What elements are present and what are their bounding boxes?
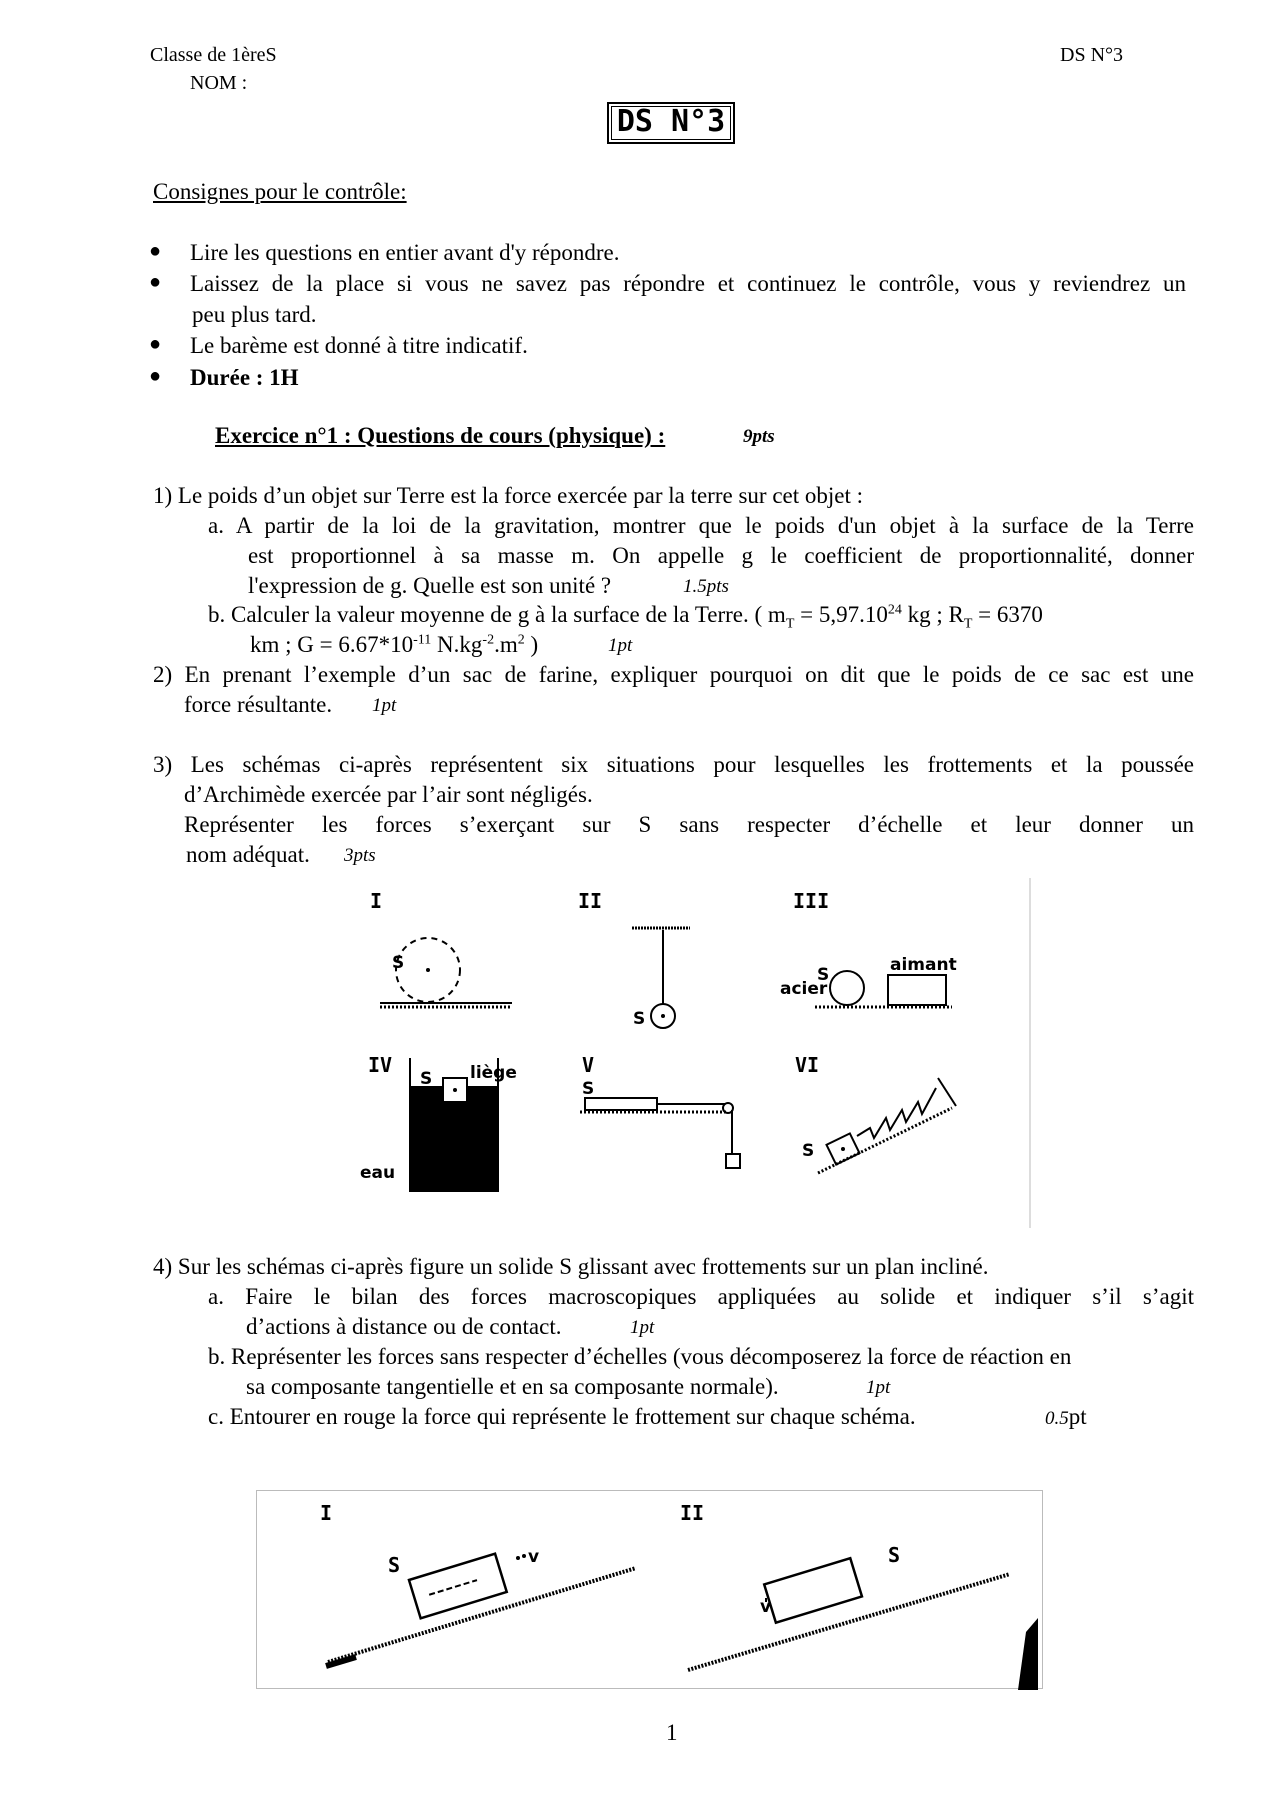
bullet-icon: ●	[149, 271, 162, 293]
q4a-points: 1pt	[630, 1317, 655, 1338]
instruction-item: Lire les questions en entier avant d'y répondre.	[190, 240, 620, 265]
title-text: DS N°3	[616, 104, 726, 139]
fig1-label-1: I	[370, 889, 383, 913]
q1-intro: 1) Le poids d’un objet sur Terre est la force exercée par la terre sur cet objet :	[153, 483, 864, 508]
q4a-line2: d’actions à distance ou de contact.	[246, 1314, 562, 1339]
name-label: NOM :	[190, 72, 248, 94]
q2-line2: force résultante.	[184, 692, 333, 717]
svg-text:S: S	[388, 1553, 401, 1577]
instruction-item-cont: peu plus tard.	[192, 302, 317, 327]
q4-line1: 4) Sur les schémas ci-après figure un solide S glissant avec frottements sur un plan incliné.	[153, 1254, 989, 1279]
q1b-line1: b. Calculer la valeur moyenne de g à la surface de la Terre. ( $m_T = 5,97.10^{24}$ kg ; $R_T = 6370$	[208, 602, 1043, 632]
fig1-label-3: III	[793, 889, 830, 913]
q3-line3: Représenter les forces s’exerçant sur S sans respecter d’échelle et leur donner un	[184, 812, 1194, 837]
situation-5-pulley	[580, 1079, 740, 1168]
svg-text:S: S	[817, 965, 830, 985]
bullet-icon: ●	[149, 240, 162, 262]
instruction-item: Laissez de la place si vous ne savez pas répondre et continuez le contrôle, vous y reviendrez un	[190, 271, 1186, 296]
bullet-icon: ●	[149, 333, 162, 355]
svg-text:eau: eau	[360, 1163, 396, 1183]
q1b-points: 1pt	[608, 635, 633, 656]
q3-line2: d’Archimède exercée par l’air sont négligés.	[184, 782, 593, 807]
q1a-points: 1.5pts	[683, 576, 729, 597]
situation-6-spring-incline	[802, 1078, 956, 1173]
q4c-points: 0.5pt	[1045, 1404, 1087, 1429]
q1b-line2: km ; $G = 6.67*10^{-11}$ $N.kg^{-2}.m^2$ )	[250, 632, 539, 657]
q3-points: 3pts	[344, 845, 376, 866]
class-label: Classe de 1èreS	[150, 44, 277, 66]
svg-text:aimant: aimant	[890, 955, 957, 975]
exercise1-points: 9pts	[743, 426, 775, 447]
svg-text:S: S	[633, 1009, 646, 1029]
q1a-line1: a. A partir de la loi de la gravitation, montrer que le poids d'un objet à la surface de la Terre	[208, 513, 1194, 538]
svg-text:liège: liège	[470, 1063, 517, 1083]
situation-4-cork-water	[360, 1058, 517, 1192]
svg-text:S: S	[392, 953, 405, 973]
svg-text:S: S	[420, 1069, 433, 1089]
instruction-duration: Durée : 1H	[190, 365, 299, 390]
svg-text:acier: acier	[780, 979, 828, 999]
situation-3-magnet	[780, 955, 957, 1007]
exercise1-title: Exercice n°1 : Questions de cours (physique) :	[215, 423, 666, 448]
q1a-line2: est proportionnel à sa masse m. On appelle g le coefficient de proportionnalité, donner	[248, 543, 1194, 568]
incline-1	[326, 1547, 636, 1666]
fig2-label-1: I	[320, 1501, 333, 1525]
instructions-heading: Consignes pour le contrôle:	[153, 179, 407, 204]
figure-six-situations	[340, 878, 1040, 1230]
q4b-line1: b. Représenter les forces sans respecter d’échelles (vous décomposerez la force de réaction en	[208, 1344, 1072, 1369]
ds-label: DS N°3	[1060, 44, 1124, 66]
figure-border	[257, 1491, 1043, 1689]
fig2-label-2: II	[680, 1501, 705, 1525]
fig1-label-2: II	[578, 889, 603, 913]
svg-text:S: S	[888, 1543, 901, 1567]
q4c-line1: c. Entourer en rouge la force qui représente le frottement sur chaque schéma.	[208, 1404, 916, 1429]
q3-line1: 3) Les schémas ci-après représentent six situations pour lesquelles les frottements et la poussée	[153, 752, 1194, 777]
fig1-label-5: V	[582, 1053, 595, 1077]
svg-text:S: S	[582, 1079, 595, 1099]
bullet-icon: ●	[149, 365, 162, 387]
page-number: 1	[666, 1720, 678, 1745]
fig1-label-6: VI	[795, 1053, 820, 1077]
q2-line1: 2) En prenant l’exemple d’un sac de farine, expliquer pourquoi on dit que le poids de ce sac est une	[153, 662, 1194, 687]
q4a-line1: a. Faire le bilan des forces macroscopiques appliquées au solide et indiquer s’il s’agit	[208, 1284, 1194, 1309]
svg-text:v: v	[528, 1547, 540, 1567]
situation-1-ball	[380, 938, 512, 1007]
q4b-line2: sa composante tangentielle et en sa composante normale).	[246, 1374, 779, 1399]
q4b-points: 1pt	[866, 1377, 891, 1398]
incline-2	[688, 1543, 1038, 1690]
fig1-label-4: IV	[368, 1053, 393, 1077]
situation-2-pendulum	[632, 928, 690, 1029]
svg-text:S: S	[802, 1141, 815, 1161]
figure-inclined-planes	[256, 1490, 1046, 1690]
page-title	[607, 102, 735, 144]
q2-points: 1pt	[372, 695, 397, 716]
q3-line4: nom adéquat.	[186, 842, 310, 867]
q1a-line3: l'expression de g. Quelle est son unité ?	[248, 573, 612, 598]
svg-text:v: v	[760, 1597, 772, 1617]
instruction-item: Le barème est donné à titre indicatif.	[190, 333, 528, 358]
